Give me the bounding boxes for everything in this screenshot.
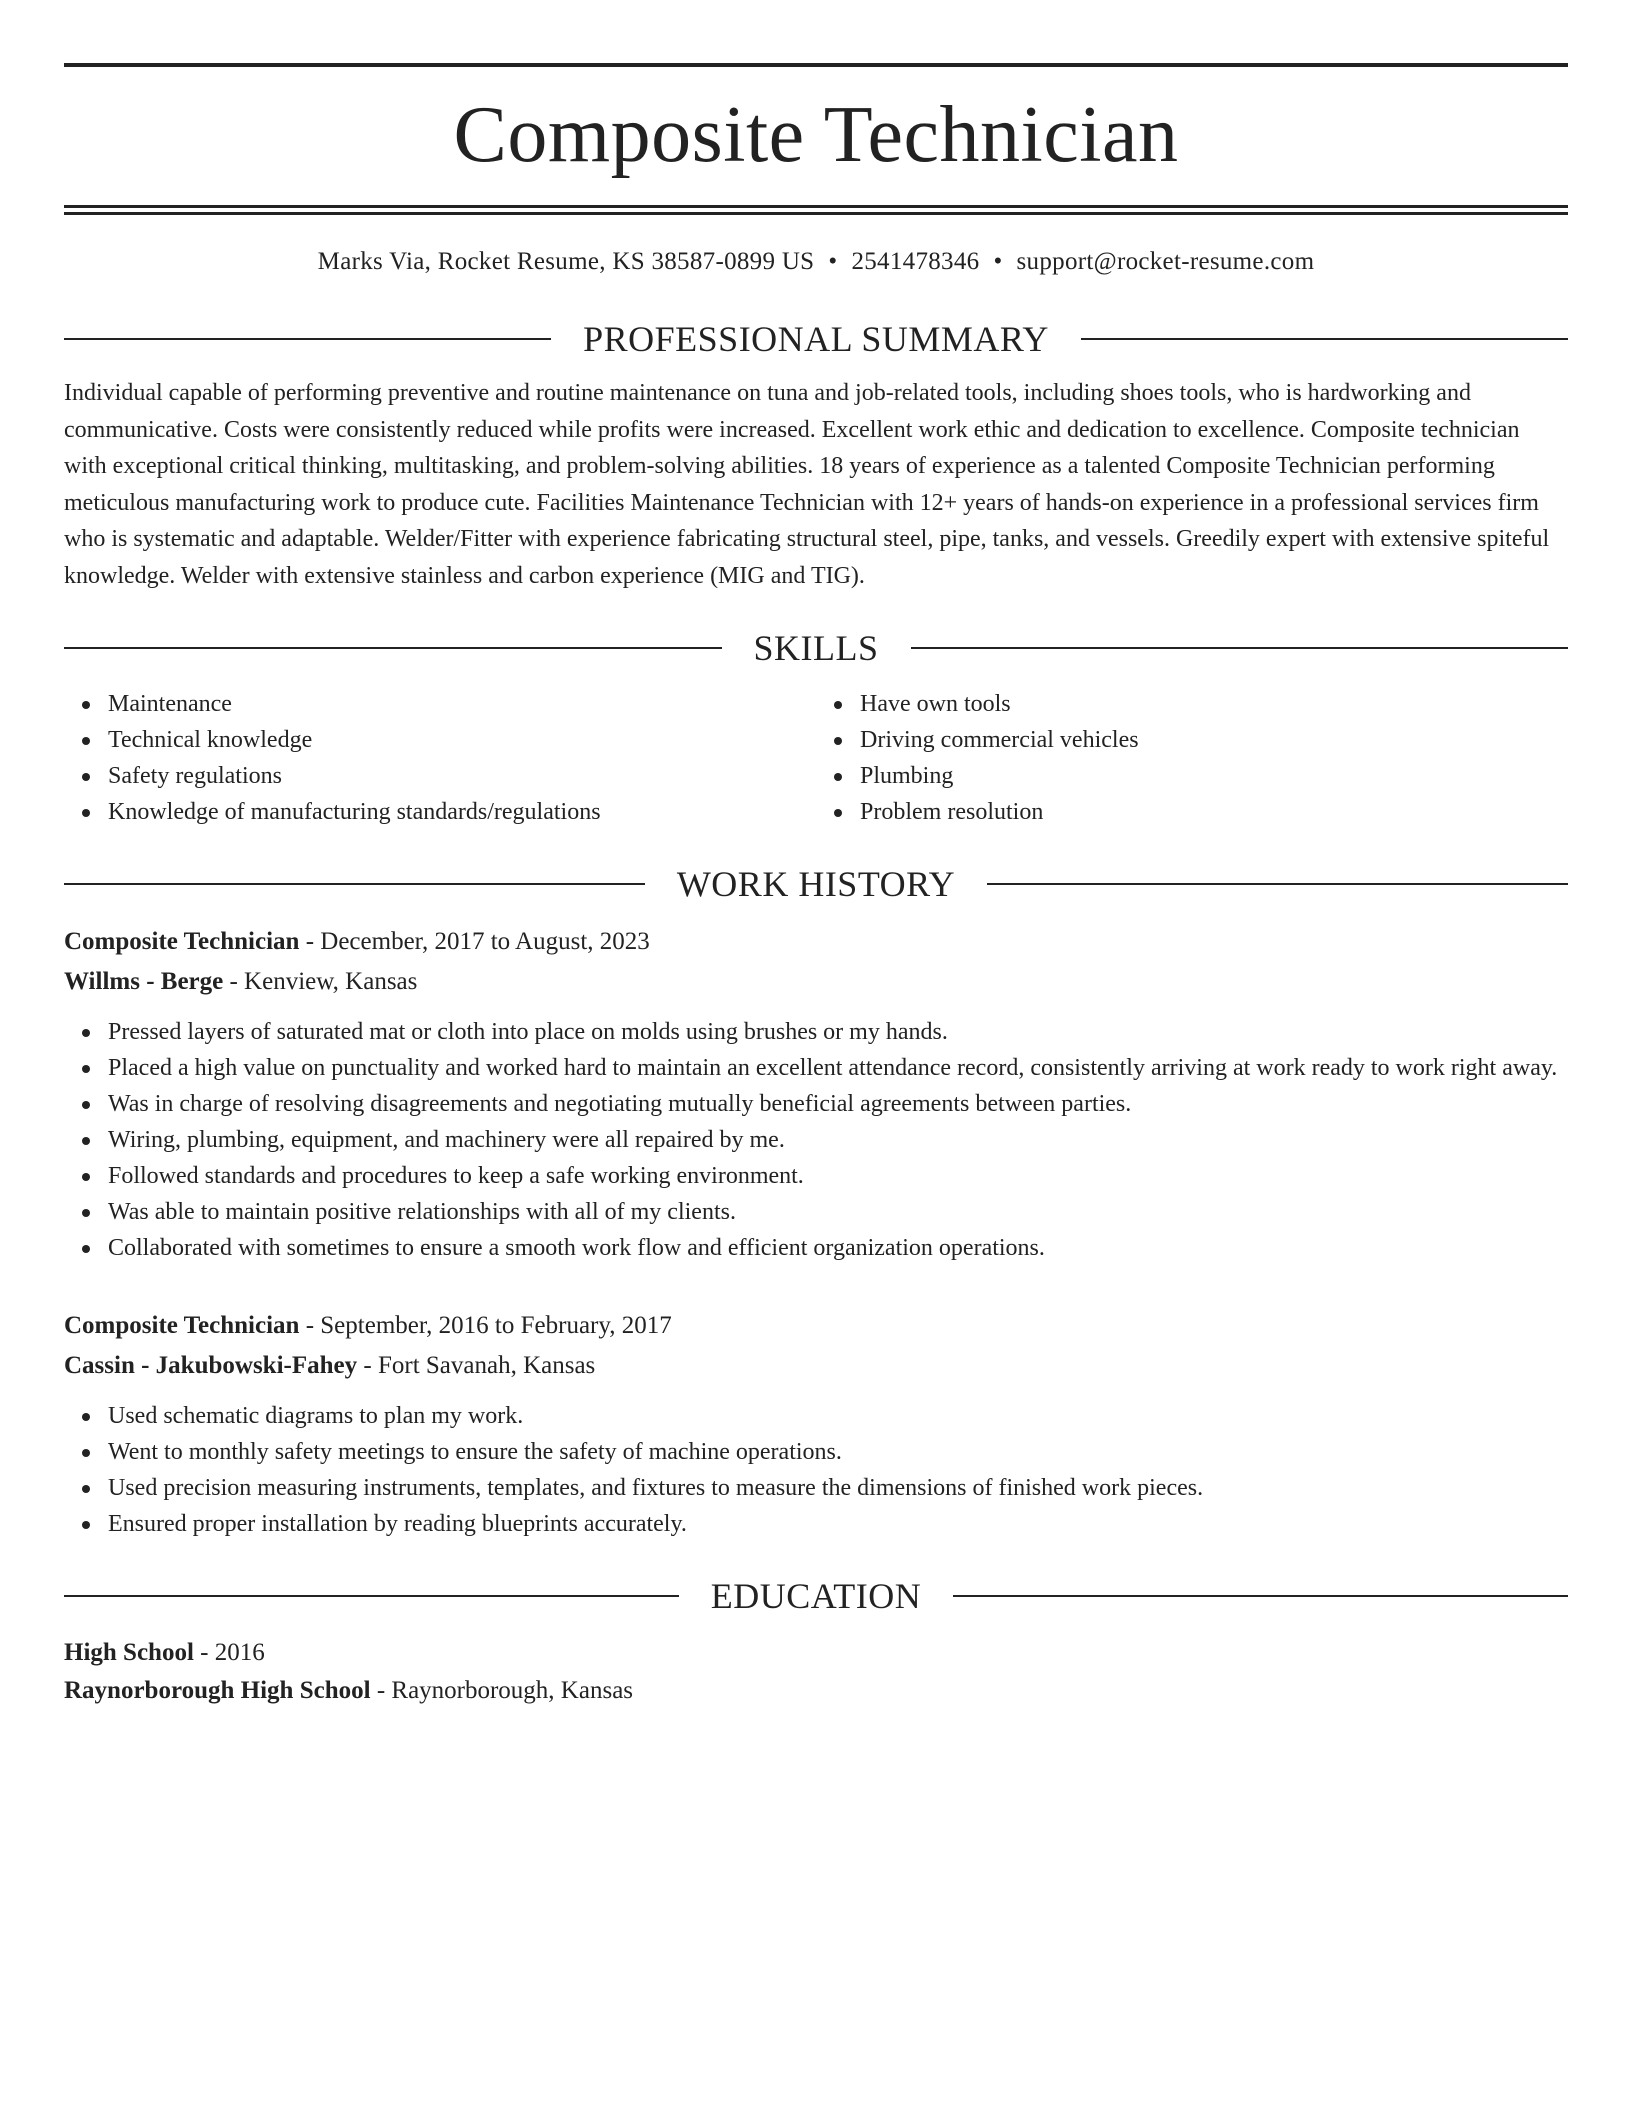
skill-item: Technical knowledge (108, 722, 816, 758)
job-company-line (64, 1346, 1568, 1386)
skills-column-right (816, 686, 1568, 830)
job-company: Cassin - Jakubowski-Fahey (64, 1352, 358, 1379)
job-bullet: Placed a high value on punctuality and worked hard to maintain an excellent attendance record, consistently arriving at work ready to work right away. (108, 1050, 1568, 1086)
job-bullet: Pressed layers of saturated mat or cloth into place on molds using brushes or my hands. (108, 1014, 1568, 1050)
job-bullets (64, 1014, 1568, 1266)
education-entry (64, 1634, 1568, 1710)
job-company: Willms - Berge (64, 968, 224, 995)
job-title: Composite Technician (64, 928, 300, 955)
job-location: - Fort Savanah, Kansas (357, 1352, 596, 1379)
contact-address: Marks Via, Rocket Resume, KS 38587-0899 US (317, 248, 815, 275)
job-title-line (64, 922, 1568, 962)
contact-line (64, 247, 1568, 277)
heading-rule (64, 1595, 679, 1597)
heading-rule (911, 647, 1569, 649)
section-heading-education (64, 1576, 1568, 1616)
education-school: Raynorborough High School (64, 1677, 371, 1704)
skills-column-left (64, 686, 816, 830)
section-title: EDUCATION (710, 1576, 922, 1616)
skill-item: Knowledge of manufacturing standards/regulations (108, 794, 816, 830)
skill-item: Safety regulations (108, 758, 816, 794)
job-bullet: Wiring, plumbing, equipment, and machinery were all repaired by me. (108, 1122, 1568, 1158)
education-location: - Raynorborough, Kansas (370, 1677, 634, 1704)
skills-list (64, 686, 1568, 830)
heading-rule (953, 1595, 1568, 1597)
heading-rule (64, 883, 645, 885)
job-bullet: Ensured proper installation by reading blueprints accurately. (108, 1506, 1568, 1542)
skill-item: Plumbing (860, 758, 1568, 794)
section-title: PROFESSIONAL SUMMARY (583, 319, 1049, 359)
job-company-line (64, 962, 1568, 1002)
job-entry (64, 1306, 1568, 1542)
skill-item: Maintenance (108, 686, 816, 722)
job-bullet: Was in charge of resolving disagreements and negotiating mutually beneficial agreements between parties. (108, 1086, 1568, 1122)
contact-email: support@rocket-resume.com (1016, 248, 1315, 275)
job-bullet: Was able to maintain positive relationships with all of my clients. (108, 1194, 1568, 1230)
heading-rule (64, 338, 551, 340)
job-title: Composite Technician (64, 1312, 300, 1339)
section-heading-summary (64, 319, 1568, 359)
job-entry (64, 922, 1568, 1266)
section-title: SKILLS (753, 628, 879, 668)
education-degree: High School (64, 1639, 194, 1666)
section-title: WORK HISTORY (676, 864, 956, 904)
job-location: - Kenview, Kansas (223, 968, 418, 995)
job-bullet: Collaborated with sometimes to ensure a smooth work flow and efficient organization operations. (108, 1230, 1568, 1266)
job-bullet: Used precision measuring instruments, templates, and fixtures to measure the dimensions of finished work pieces. (108, 1470, 1568, 1506)
section-heading-work (64, 864, 1568, 904)
job-bullet: Went to monthly safety meetings to ensure the safety of machine operations. (108, 1434, 1568, 1470)
job-bullet: Followed standards and procedures to keep a safe working environment. (108, 1158, 1568, 1194)
contact-separator: • (828, 248, 838, 275)
job-dates: - September, 2016 to February, 2017 (299, 1312, 672, 1339)
heading-rule (987, 883, 1568, 885)
job-bullets (64, 1398, 1568, 1542)
contact-phone: 2541478346 (851, 248, 980, 275)
job-title-line (64, 1306, 1568, 1346)
education-year: - 2016 (193, 1639, 265, 1666)
section-heading-skills (64, 628, 1568, 668)
contact-separator: • (993, 248, 1003, 275)
summary-text: Individual capable of performing preventive and routine maintenance on tuna and job-related tools, including shoes tools, who is hardworking and communicative. Costs were consistently reduced while profits were increased. Excellent work ethic and dedication to excellence. Composite technician with exceptional critical thinking, multitasking, and problem-solving abilities. 18 years of experience as a talented Composite Technician performing meticulous manufacturing work to produce cute. Facilities Maintenance Technician with 12+ years of hands-on experience in a professional services firm who is systematic and adaptable. Welder/Fitter with experience fabricating structural steel, pipe, tanks, and vessels. Greedily expert with extensive spiteful knowledge. Welder with extensive stainless and carbon experience (MIG and TIG). (64, 380, 1550, 589)
heading-rule (1081, 338, 1568, 340)
education-school-line (64, 1672, 1568, 1710)
skill-item: Have own tools (860, 686, 1568, 722)
top-rule (64, 63, 1568, 67)
education-degree-line (64, 1634, 1568, 1672)
skill-item: Problem resolution (860, 794, 1568, 830)
skill-item: Driving commercial vehicles (860, 722, 1568, 758)
heading-rule (64, 647, 722, 649)
double-rule (64, 205, 1568, 215)
job-dates: - December, 2017 to August, 2023 (299, 928, 650, 955)
resume-title: Composite Technician (453, 91, 1179, 179)
job-bullet: Used schematic diagrams to plan my work. (108, 1398, 1568, 1434)
